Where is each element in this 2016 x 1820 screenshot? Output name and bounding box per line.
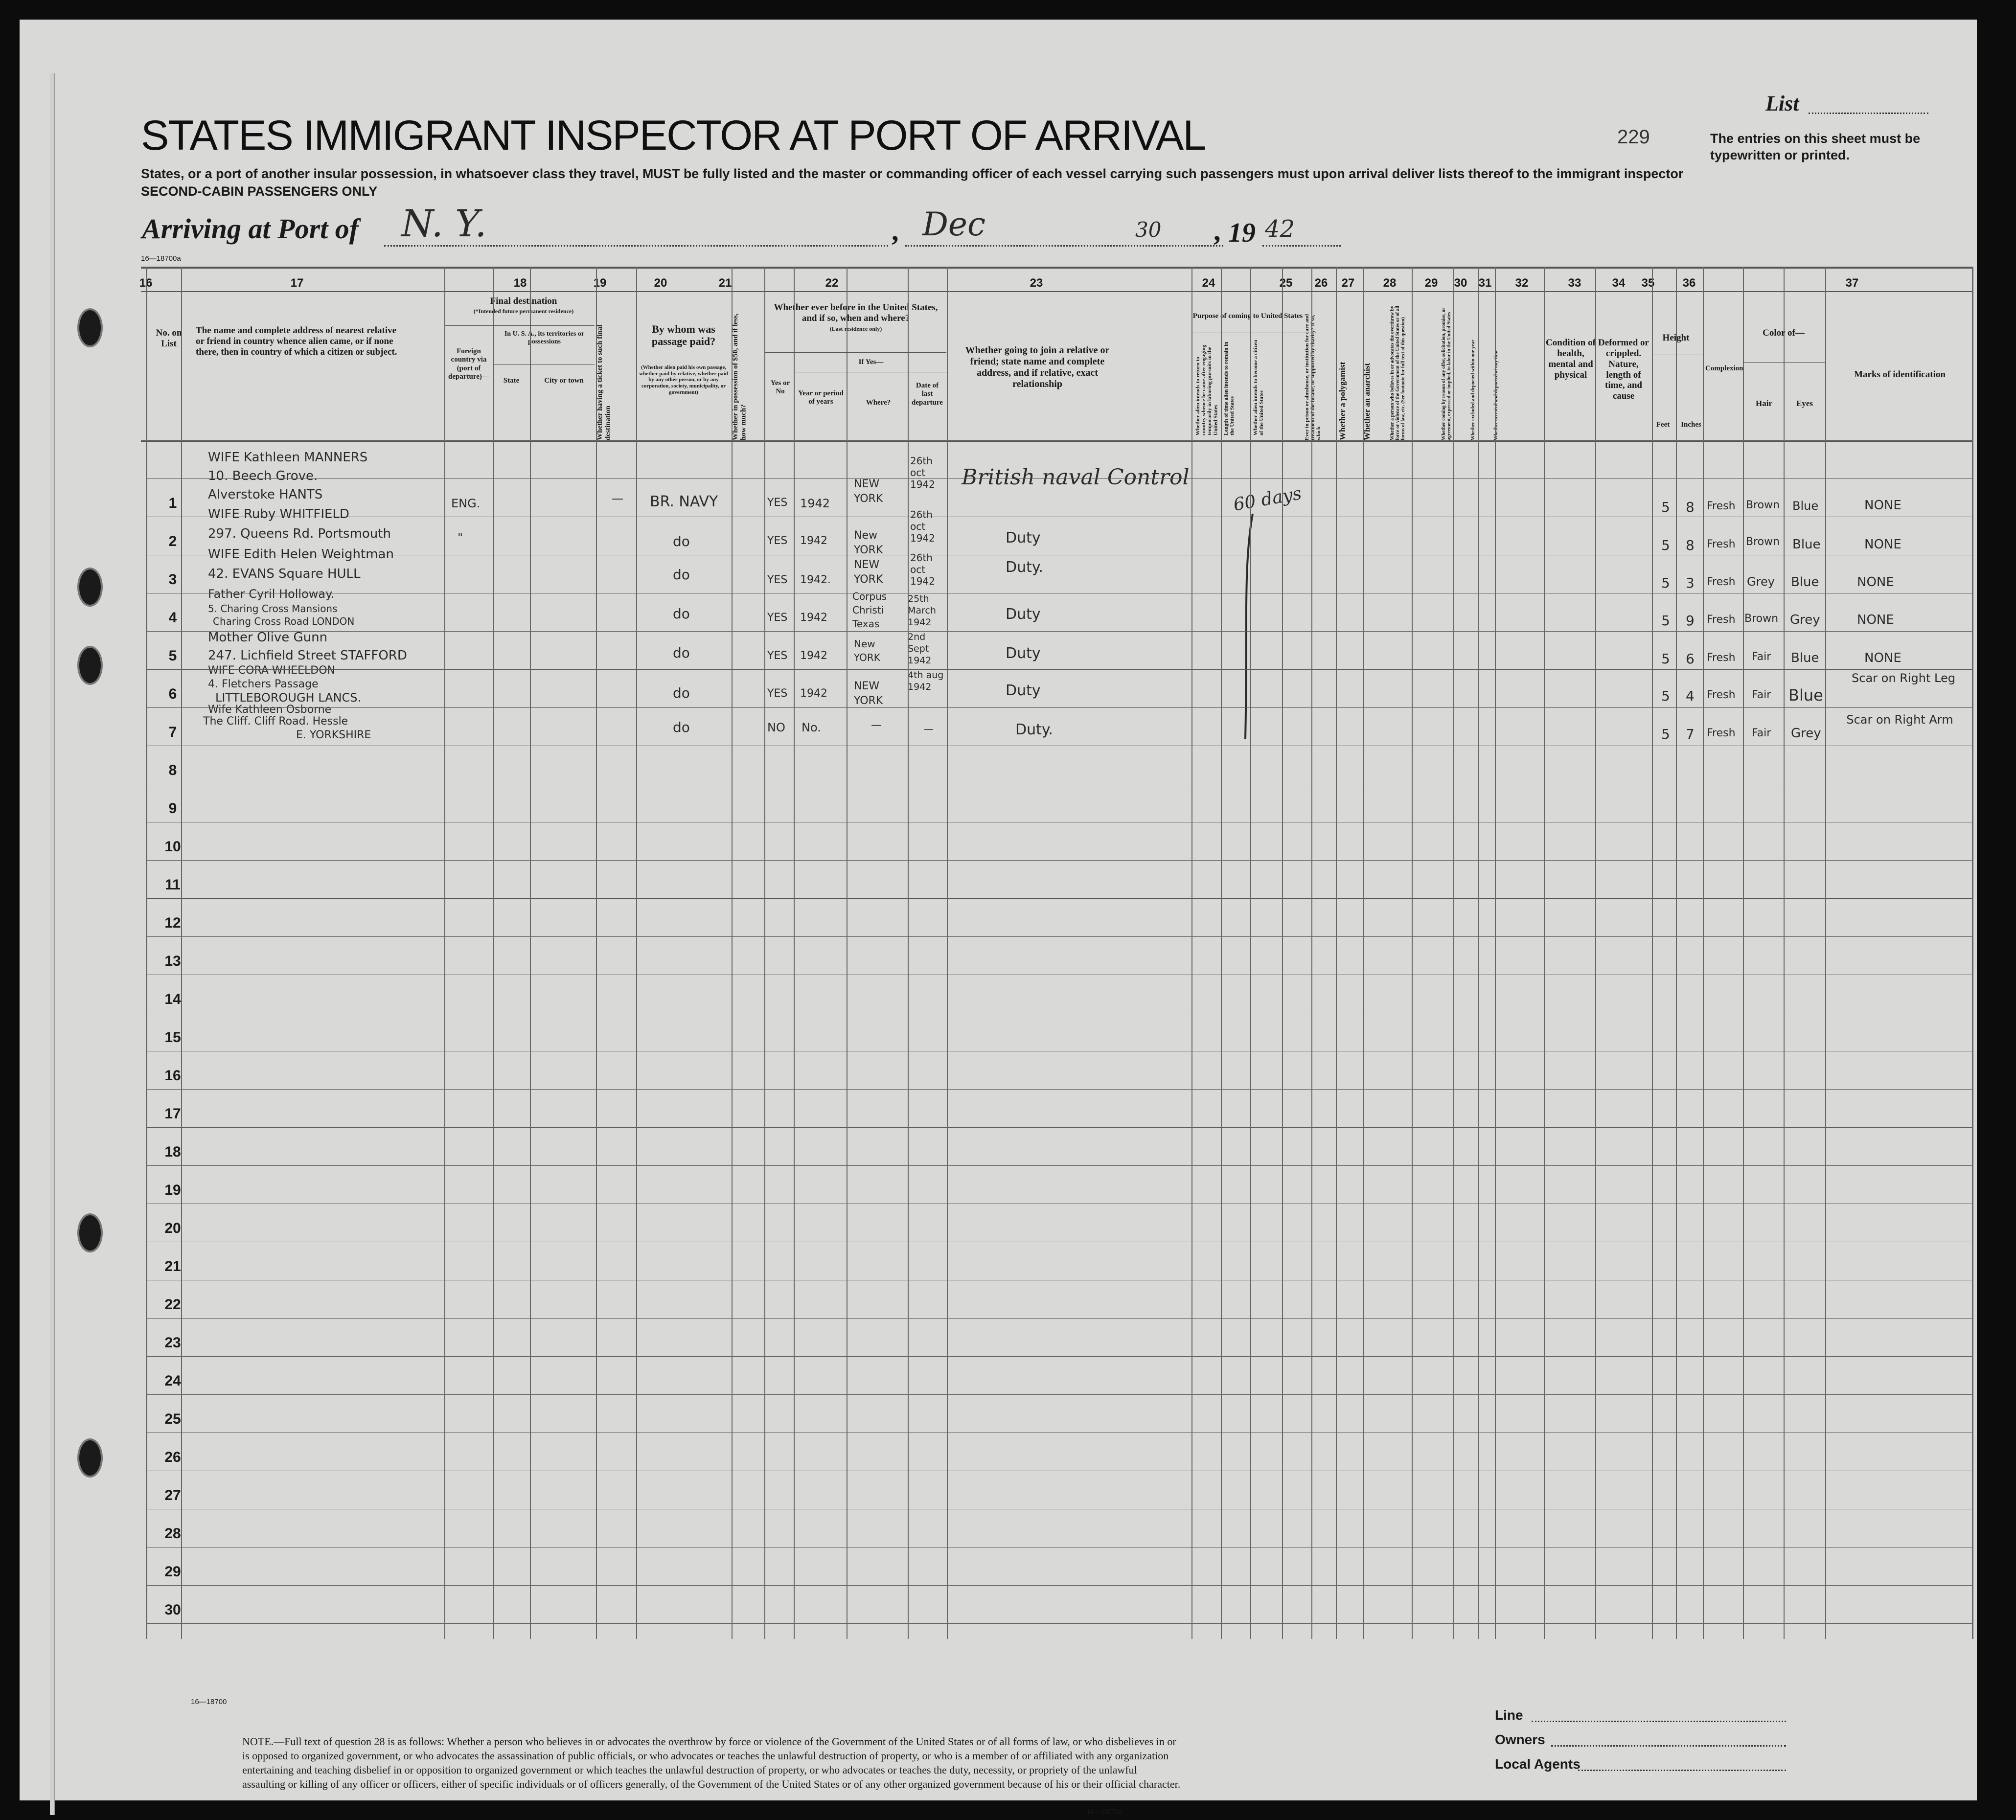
hair-color: Brown (1746, 536, 1780, 548)
grid-line (1743, 362, 1825, 363)
row-number: 14 (164, 991, 181, 1007)
comma-2: , (1214, 215, 1221, 247)
ever-before: YES (767, 574, 788, 586)
eye-color: Grey (1790, 613, 1820, 627)
relative-line: Wife Kathleen Osborne (208, 704, 332, 716)
punch-hole (77, 646, 103, 685)
col-num-33: 33 (1568, 276, 1581, 290)
col-num-18: 18 (513, 276, 527, 290)
height-feet: 5 (1661, 651, 1670, 667)
page-edge (50, 73, 55, 1815)
row-number: 12 (164, 915, 181, 931)
visit-where: New YORK (854, 638, 880, 663)
col-num-32: 32 (1515, 276, 1529, 290)
list-number-line (1809, 113, 1928, 114)
grid-line (146, 707, 1972, 708)
row-number: 5 (168, 648, 177, 664)
date-line (905, 245, 1223, 247)
header-fifty-dollars: Whether in possession of $50, and if less, how much? (732, 313, 748, 440)
punch-hole (77, 1438, 103, 1478)
header-return-intent: Whether alien intends to return to country whence he came after engaging temporarily in laboring pursuits in the United States (1195, 344, 1219, 435)
passage-paid-by: do (673, 533, 690, 549)
grid-line (141, 291, 1972, 292)
eye-color: Blue (1791, 651, 1819, 665)
col-num-30: 30 (1454, 276, 1467, 290)
row-number: 16 (164, 1068, 181, 1084)
grid-line (1544, 267, 1545, 1639)
line-field (1532, 1720, 1786, 1722)
col-num-27: 27 (1341, 276, 1355, 290)
join-relative: Duty (1006, 606, 1041, 623)
height-inches: 8 (1686, 537, 1695, 553)
grid-line (1478, 267, 1479, 1639)
relative-line: WIFE Kathleen MANNERS (208, 450, 368, 465)
last-departure: 26th oct 1942 (910, 455, 935, 490)
grid-line (847, 267, 848, 1639)
footnote: NOTE.—Full text of question 28 is as follows: Whether a person who believes in or advocates the overthrow by force or violence of the Government of the United States or of all forms of law, or who disbelieves in or is opposed to organized government, or who advocates the assassination of public officials, or who advocates or teaches the unlawful destruction of property, or who is a member of or affiliated with any organization entertaining and teaching disbelief in or opposition to organized government or which teaches the unlawful destruction of property, or who advocates or teaches the duty, necessity, or propriety of the unlawful assaulting or killing of any officer or officers, either of specific individuals or of officers generally, of the Government of the United States or of any other organized government because of his or their official character. (242, 1735, 1181, 1790)
last-departure: 26th oct 1942 (910, 509, 935, 544)
col-num-20: 20 (654, 276, 667, 290)
header-anarchist: Whether an anarchist (1362, 363, 1372, 440)
passage-paid-by: do (673, 719, 690, 735)
arrival-year: 42 (1265, 215, 1295, 243)
hair-color: Fair (1752, 651, 1771, 663)
purpose-bracket (1233, 509, 1262, 744)
col-num-24: 24 (1202, 276, 1215, 290)
local-agents-field (1578, 1769, 1786, 1771)
row-number: 2 (168, 533, 177, 549)
local-agents-label: Local Agents (1495, 1756, 1581, 1772)
grid-line (146, 936, 1972, 937)
grid-line (494, 364, 595, 365)
passage-paid-by: do (673, 606, 690, 622)
header-inches: Inches (1681, 421, 1701, 429)
grid-line (1221, 267, 1222, 1639)
grid-line (146, 1356, 1972, 1357)
visit-year: 1942 (800, 497, 830, 510)
col-num-25: 25 (1279, 276, 1293, 290)
row-number: 15 (164, 1029, 181, 1046)
grid-line (146, 1089, 1972, 1090)
relative-line: The Cliff. Cliff Road. Hessle (203, 715, 348, 728)
visit-year: 1942. (800, 574, 831, 586)
grid-line (141, 440, 1972, 442)
identification-marks: NONE (1857, 613, 1894, 627)
year-line (1262, 245, 1341, 247)
grid-line (146, 267, 147, 1639)
grid-line (444, 267, 445, 1639)
relative-line: Alverstoke HANTS (208, 487, 323, 502)
visit-where: NEW YORK (854, 680, 883, 707)
row-number: 25 (164, 1411, 181, 1427)
header-question-28: Whether a person who believes in or advocates the overthrow by force or violence of the Government of the United States or of all forms of law, etc. (See footnote for full text of this question) (1390, 306, 1406, 440)
last-departure: 4th aug 1942 (908, 670, 944, 692)
punch-hole (77, 308, 103, 347)
grid-line (1652, 267, 1653, 1639)
relative-line: 247. Lichfield Street STAFFORD (208, 648, 407, 663)
join-relative: Duty. (1015, 721, 1053, 738)
row-number: 18 (164, 1144, 181, 1160)
passage-paid-by: do (673, 645, 690, 661)
header-year-period: Year or period of years (798, 389, 844, 406)
height-inches: 3 (1686, 575, 1695, 591)
manifest-sheet (20, 20, 1977, 1816)
header-foreign-country: Foreign country via (port of departure)— (448, 347, 489, 381)
header-hair: Hair (1756, 399, 1772, 408)
complexion: Fresh (1707, 576, 1736, 588)
header-length-of-stay: Length of time alien intends to remain in the United States (1223, 341, 1236, 435)
passage-paid-by: do (673, 685, 690, 701)
grid-line (146, 478, 1972, 479)
header-purpose: Purpose of coming to United States (1192, 312, 1303, 320)
header-polygamist: Whether a polygamist (1338, 362, 1347, 440)
passenger-class: SECOND-CABIN PASSENGERS ONLY (141, 184, 378, 199)
grid-line (1191, 267, 1192, 1639)
row-number: 8 (168, 762, 177, 778)
join-relative: Duty (1006, 645, 1041, 662)
grid-line (732, 267, 733, 1639)
header-final-destination-note: (*Intended future permanent residence) (473, 308, 574, 315)
identification-marks: NONE (1864, 651, 1901, 665)
grid-line (146, 1127, 1972, 1128)
row-number: 21 (164, 1258, 181, 1274)
row-number: 6 (168, 686, 177, 702)
last-departure: 26th oct 1942 (910, 552, 935, 587)
height-inches: 4 (1686, 688, 1695, 704)
line-label: Line (1495, 1707, 1523, 1723)
relative-line: Mother Olive Gunn (208, 630, 328, 645)
height-feet: 5 (1661, 537, 1670, 553)
passage-paid-by: do (673, 567, 690, 583)
row-number: 22 (164, 1297, 181, 1313)
row-number: 30 (164, 1602, 181, 1618)
punch-hole (77, 568, 103, 607)
last-departure: 25th March 1942 (908, 593, 936, 628)
hair-color: Grey (1747, 575, 1775, 589)
relative-line: E. YORKSHIRE (296, 729, 371, 741)
arriving-label: Arriving at Port of (142, 213, 359, 245)
join-relative: Duty (1006, 682, 1041, 699)
ever-before: YES (767, 535, 788, 547)
height-feet: 5 (1661, 499, 1670, 515)
visit-where: NEW YORK (854, 559, 883, 586)
complexion: Fresh (1707, 538, 1736, 550)
col-num-29: 29 (1424, 276, 1438, 290)
last-departure: — (924, 723, 934, 735)
height-feet: 5 (1661, 726, 1670, 742)
relative-line: 297. Queens Rd. Portsmouth (208, 526, 391, 541)
col-num-21: 21 (718, 276, 732, 290)
visit-year: 1942 (800, 687, 827, 700)
page-subtitle: States, or a port of another insular possession, in whatsoever class they travel, MUST be fully listed and the master or commanding officer of each vessel carrying such passengers must upon arrival deliver lists thereof to the immigrant inspector (141, 166, 1684, 181)
eye-color: Blue (1792, 537, 1821, 552)
complexion: Fresh (1707, 652, 1736, 664)
eye-color: Blue (1791, 575, 1819, 590)
row-number: 11 (165, 877, 181, 893)
header-no-on-list: No. on List (156, 328, 182, 349)
passage-paid-by: BR. NAVY (650, 493, 718, 510)
grid-line (1703, 267, 1704, 1639)
punch-hole (77, 1213, 103, 1252)
grid-line (1495, 267, 1496, 1639)
header-usa: In U. S. A., its territories or possessions (504, 330, 585, 346)
relative-line: 10. Beech Grove. (208, 469, 318, 483)
header-date-last-departure: Date of last departure (912, 382, 943, 407)
eye-color: Blue (1792, 499, 1819, 513)
visit-where: New YORK (854, 529, 883, 556)
header-ever-before: Whether ever before in the United States, and if so, when and where? (774, 302, 938, 323)
col-num-35: 35 (1641, 276, 1655, 290)
visit-year: 1942 (800, 612, 827, 624)
relative-line: Charing Cross Road LONDON (213, 615, 355, 627)
height-inches: 7 (1686, 726, 1695, 742)
grid-line (146, 1623, 1972, 1624)
header-height: Height (1662, 333, 1690, 343)
height-feet: 5 (1661, 575, 1670, 591)
grid-line (908, 267, 909, 1639)
col-num-36: 36 (1682, 276, 1696, 290)
height-inches: 9 (1686, 613, 1695, 629)
relative-line: 42. EVANS Square HULL (208, 567, 361, 581)
row-number: 3 (168, 571, 177, 588)
grid-line (1363, 267, 1364, 1639)
identification-marks: Scar on Right Arm (1846, 713, 1953, 727)
col-num-19: 19 (593, 276, 607, 290)
grid-line (445, 325, 595, 326)
header-marks: Marks of identification (1854, 369, 1946, 380)
height-feet: 5 (1661, 613, 1670, 629)
header-labor-offer: Whether coming by reason of any offer, solicitation, promise, or agreement, expressed or implied, to labor in the United States (1441, 307, 1452, 440)
height-feet: 5 (1661, 688, 1670, 704)
grid-line (1336, 267, 1337, 1639)
grid-line (794, 267, 795, 1639)
join-relative: Duty. (1006, 559, 1043, 576)
year-prefix: 19 (1228, 218, 1256, 248)
length-of-stay: 60 days (1232, 483, 1304, 515)
complexion: Fresh (1707, 614, 1736, 626)
grid-line (146, 860, 1972, 861)
header-city: City or town (544, 377, 584, 385)
visit-year: No. (802, 721, 821, 734)
row-number: 19 (164, 1182, 181, 1198)
visit-where: NEW YORK (854, 478, 883, 505)
header-health: Condition of health, mental and physical (1546, 338, 1596, 380)
col-num-34: 34 (1612, 276, 1626, 290)
row-number: 29 (164, 1564, 181, 1580)
form-code-bottom: 16—18700 (1086, 1808, 1123, 1816)
header-last-residence: (Last residence only) (829, 325, 882, 332)
grid-line (181, 267, 182, 1639)
header-join-relative: Whether going to join a relative or friend; state name and complete address, and if relative, exact relationship (965, 345, 1110, 389)
grid-line (146, 631, 1972, 632)
row-number: 26 (164, 1449, 181, 1465)
grid-line (1282, 267, 1283, 1639)
row-number: 27 (164, 1487, 181, 1503)
hair-color: Brown (1744, 613, 1779, 625)
header-relative: The name and complete address of nearest relative or friend in country whence alien came, or if none there, then in country of which a citizen or subject. (196, 325, 397, 357)
ever-before: YES (767, 650, 788, 662)
col-num-22: 22 (825, 276, 839, 290)
visit-where: — (871, 719, 882, 731)
relative-line: WIFE Edith Helen Weightman (208, 547, 394, 562)
header-ticket: Whether having a ticket to such final destination (596, 324, 612, 440)
join-relative: Duty (1006, 529, 1041, 546)
relative-line: Father Cyril Holloway. (208, 587, 335, 601)
col-num-31: 31 (1478, 276, 1492, 290)
row-number: 10 (164, 839, 181, 855)
row-number: 17 (164, 1106, 181, 1122)
last-departure: 2nd Sept 1942 (908, 632, 932, 666)
entries-note: The entries on this sheet must be typewritten or printed. (1710, 131, 1921, 162)
grid-line (141, 267, 1972, 269)
grid-line (146, 1165, 1972, 1166)
grid-line (530, 267, 531, 1639)
identification-marks: NONE (1864, 498, 1901, 513)
visit-year: 1942 (800, 535, 827, 547)
header-state: State (503, 377, 520, 385)
complexion: Fresh (1707, 727, 1736, 739)
row-number: 28 (164, 1525, 181, 1542)
grid-line (146, 1394, 1972, 1395)
col-num-16: 16 (139, 276, 153, 290)
header-if-yes: If Yes— (858, 358, 884, 366)
grid-line (1825, 267, 1826, 1639)
hair-color: Brown (1746, 499, 1780, 511)
foreign-country: " (458, 531, 463, 545)
col-num-26: 26 (1314, 276, 1328, 290)
identification-marks: Scar on Right Leg (1852, 671, 1955, 685)
relative-line: 5. Charing Cross Mansions (208, 603, 338, 614)
header-final-destination: Final destination (490, 296, 557, 306)
grid-line (146, 1318, 1972, 1319)
grid-line (1972, 267, 1973, 1639)
header-complexion: Complexion (1705, 364, 1743, 372)
grid-line (1250, 267, 1251, 1639)
owners-label: Owners (1495, 1732, 1545, 1747)
relative-line: LITTLEBOROUGH LANCS. (215, 691, 362, 705)
relative-line: WIFE CORA WHEELDON (208, 664, 335, 677)
ever-before: NO (767, 721, 785, 734)
hair-color: Fair (1752, 689, 1771, 701)
row-number: 7 (168, 724, 177, 740)
header-color-of: Color of— (1763, 328, 1805, 338)
visit-year: 1942 (800, 650, 827, 662)
page-title: STATES IMMIGRANT INSPECTOR AT PORT OF ARRIVAL (141, 112, 1206, 159)
complexion: Fresh (1707, 500, 1736, 512)
grid-line (765, 352, 946, 353)
eye-color: Blue (1788, 686, 1823, 705)
join-relative: British naval Control (962, 465, 1190, 490)
complexion: Fresh (1707, 689, 1736, 701)
grid-line (596, 267, 597, 1639)
height-inches: 6 (1686, 651, 1695, 667)
row-number: 24 (164, 1373, 181, 1389)
header-arrested: Whether arrested and deported at any time (1493, 349, 1499, 440)
header-deformed: Deformed or crippled. Nature, length of time, and cause (1598, 338, 1649, 402)
col-num-37: 37 (1845, 276, 1859, 290)
visit-where: Corpus Christi Texas (852, 591, 887, 630)
header-passage-paid-note: (Whether alien paid his own passage, whether paid by relative, whether paid by any other person, or by any corporation, society, municipality, or government) (639, 364, 728, 395)
col-num-28: 28 (1383, 276, 1397, 290)
row-number: 9 (168, 800, 177, 817)
grid-line (1743, 267, 1744, 1639)
grid-line (146, 1585, 1972, 1586)
row-number: 23 (164, 1335, 181, 1351)
grid-line (636, 267, 637, 1639)
grid-line (1311, 267, 1312, 1639)
header-where: Where? (866, 399, 891, 407)
col-num-17: 17 (290, 276, 304, 290)
grid-line (1784, 267, 1785, 1639)
grid-line (1412, 267, 1413, 1639)
grid-line (1595, 267, 1596, 1639)
list-label: List (1765, 91, 1799, 115)
header-excluded: Whether excluded and deported within one year (1470, 340, 1476, 440)
arrival-day: 30 (1135, 218, 1162, 242)
form-code-table: 16—18700 (191, 1698, 227, 1706)
grid-line (947, 267, 948, 1639)
identification-marks: NONE (1857, 575, 1894, 590)
col-num-23: 23 (1030, 276, 1043, 290)
sheet-number: 229 (1617, 126, 1650, 148)
grid-line (146, 669, 1972, 670)
ever-before: YES (767, 497, 788, 509)
relative-line: WIFE Ruby WHITFIELD (208, 507, 349, 522)
comma: , (892, 215, 899, 247)
header-passage-paid: By whom was passage paid? (651, 323, 716, 348)
arrival-port: N. Y. (401, 202, 487, 245)
ticket-value: — (612, 492, 623, 505)
grid-line (493, 267, 494, 1639)
header-feet: Feet (1656, 421, 1670, 429)
identification-marks: NONE (1864, 537, 1901, 552)
header-eyes: Eyes (1796, 399, 1813, 408)
grid-line (146, 898, 1972, 899)
grid-line (764, 267, 765, 1639)
ever-before: YES (767, 612, 788, 624)
foreign-country: ENG. (451, 497, 481, 510)
grid-line (1676, 267, 1677, 1639)
header-prison: Ever in prison or almshouse, or institution for care and treatment of the insane, or supported by charity? If so, which (1304, 314, 1322, 440)
header-become-citizen: Whether alien intends to become a citizen of the United States (1253, 340, 1265, 435)
arrival-month: Dec (922, 205, 985, 243)
form-code-top: 16—18700a (141, 254, 181, 263)
row-number: 20 (164, 1220, 181, 1236)
height-inches: 8 (1686, 499, 1695, 515)
row-number: 4 (168, 610, 177, 626)
relative-line: 4. Fletchers Passage (208, 678, 319, 690)
row-number: 1 (168, 495, 177, 511)
grid-line (1453, 267, 1454, 1639)
row-number: 13 (164, 953, 181, 969)
ever-before: YES (767, 687, 788, 700)
hair-color: Fair (1752, 727, 1771, 739)
eye-color: Grey (1791, 726, 1821, 741)
header-yes-no: Yes or No (770, 379, 790, 396)
owners-field (1551, 1745, 1786, 1747)
